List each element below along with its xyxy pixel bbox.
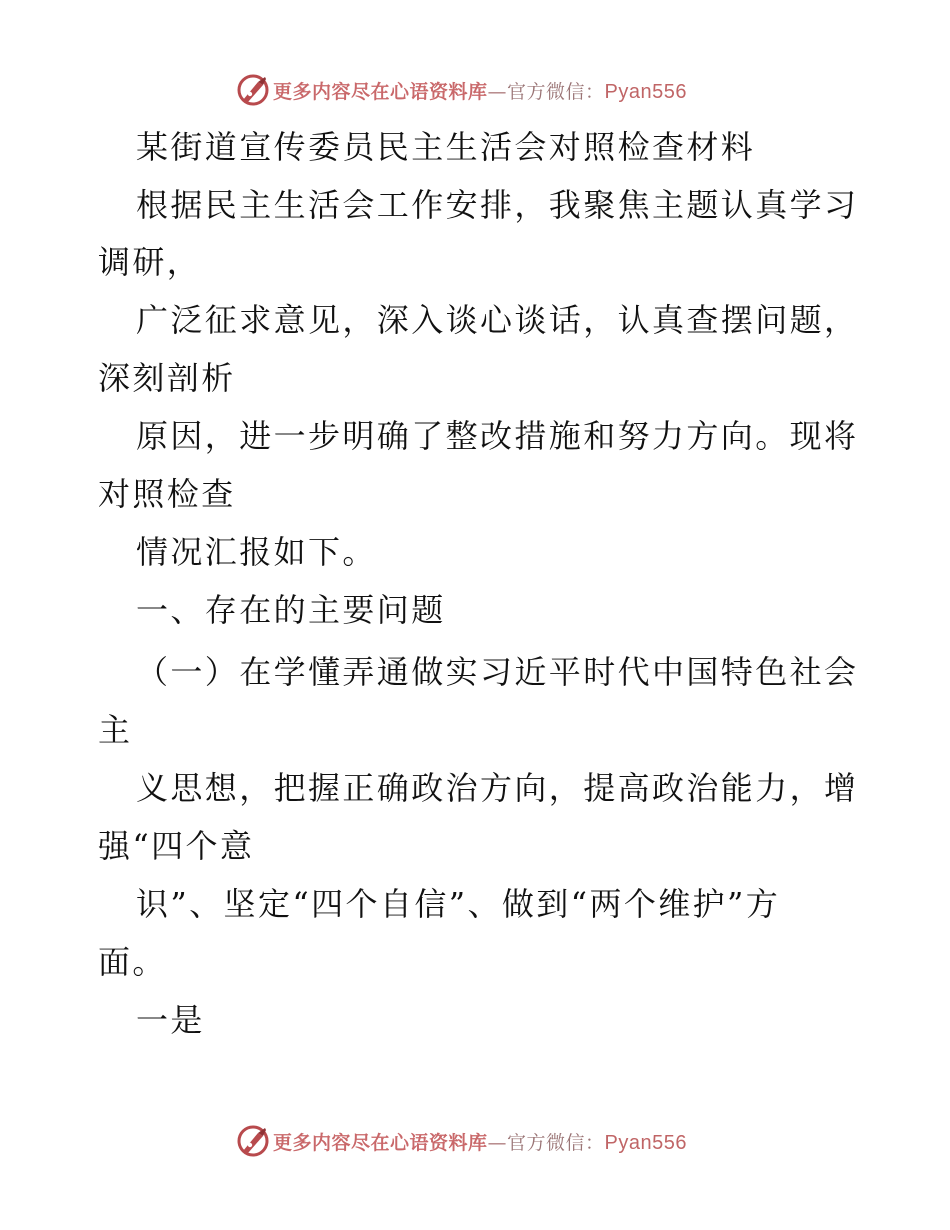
pen-logo-icon — [236, 73, 270, 107]
watermark-wechat-id: Pyan556 — [604, 1131, 687, 1154]
paragraph-line: 面。 — [98, 943, 167, 981]
subsection-heading: （一）在学懂弄通做实习近平时代中国特色社会 — [136, 653, 859, 691]
watermark-dash: — — [487, 1131, 508, 1154]
paragraph-line: 强“四个意 — [98, 827, 255, 865]
watermark-dash: — — [487, 80, 508, 103]
document-title: 某街道宣传委员民主生活会对照检查材料 — [136, 128, 756, 166]
paragraph-line: 深刻剖析 — [98, 359, 236, 397]
paragraph-line: 识”、坚定“四个自信”、做到“两个维护”方 — [136, 885, 781, 923]
paragraph-line: 根据民主生活会工作安排，我聚焦主题认真学习 — [136, 186, 859, 224]
watermark-wechat-label: 官方微信： — [507, 80, 605, 103]
pen-logo-icon — [236, 1124, 270, 1158]
paragraph-line: 一是 — [136, 1001, 205, 1039]
watermark-brand: 更多内容尽在心语资料库 — [273, 80, 488, 103]
paragraph-line: 情况汇报如下。 — [136, 533, 377, 571]
paragraph-line: 原因，进一步明确了整改措施和努力方向。现将 — [136, 417, 859, 455]
header-watermark — [236, 73, 687, 107]
watermark-brand: 更多内容尽在心语资料库 — [273, 1131, 488, 1154]
section-heading: 一、存在的主要问题 — [136, 591, 446, 629]
paragraph-line: 对照检查 — [98, 475, 236, 513]
paragraph-line: 调研， — [98, 243, 202, 281]
watermark-wechat-label: 官方微信： — [507, 1131, 605, 1154]
paragraph-line: 义思想，把握正确政治方向，提高政治能力，增 — [136, 769, 859, 807]
footer-watermark — [236, 1124, 687, 1158]
paragraph-line: 主 — [98, 711, 133, 749]
watermark-wechat-id: Pyan556 — [604, 80, 687, 103]
paragraph-line: 广泛征求意见，深入谈心谈话，认真查摆问题， — [136, 301, 859, 339]
